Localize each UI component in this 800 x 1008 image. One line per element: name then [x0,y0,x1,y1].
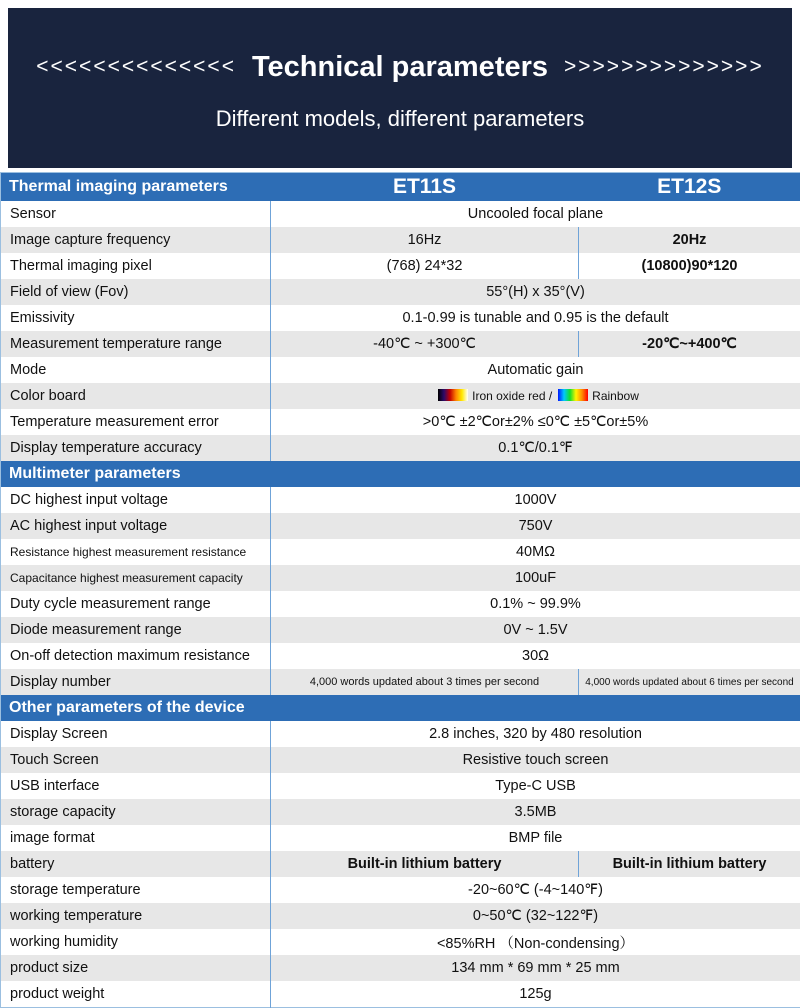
table-row [1,435,800,461]
table-row [1,903,800,929]
row-value: 55°(H) x 35°(V) [271,279,800,305]
right-chevrons-icon: >>>>>>>>>>>>>> [564,55,764,79]
row-label: Duty cycle measurement range [1,591,271,617]
row-label: storage capacity [1,799,271,825]
row-value: 750V [271,513,800,539]
table-row [1,981,800,1007]
iron-oxide-gradient-swatch-icon [438,389,468,401]
table-row [1,357,800,383]
row-value-et12s: 4,000 words updated about 6 times per second [579,669,800,695]
banner-title-row [36,51,763,84]
row-value-et11s: 4,000 words updated about 3 times per second [271,669,579,695]
row-label: Capacitance highest measurement capacity [1,565,271,591]
row-value: 2.8 inches, 320 by 480 resolution [271,721,800,747]
table-row [1,565,800,591]
row-value: 30Ω [271,643,800,669]
row-value: Resistive touch screen [271,747,800,773]
row-value: 0.1% ~ 99.9% [271,591,800,617]
col-header-et12s: ET12S [579,173,800,202]
table-row [1,929,800,955]
row-value: 0.1-0.99 is tunable and 0.95 is the default [271,305,800,331]
row-label: Touch Screen [1,747,271,773]
table-row [1,825,800,851]
row-label: product size [1,955,271,981]
table-row [1,591,800,617]
row-label: DC highest input voltage [1,487,271,513]
row-label: Display Screen [1,721,271,747]
left-chevrons-icon: <<<<<<<<<<<<<< [36,55,236,79]
table-row [1,643,800,669]
table-row [1,253,800,279]
table-row [1,877,800,903]
row-label: working humidity [1,929,271,955]
row-value: Type-C USB [271,773,800,799]
table-row [1,305,800,331]
row-value-et11s: 16Hz [271,227,579,253]
section-title: Multimeter parameters [1,461,800,487]
row-label: Sensor [1,201,271,227]
row-label: AC highest input voltage [1,513,271,539]
row-label: working temperature [1,903,271,929]
section-title: Thermal imaging parameters [1,173,271,202]
row-label: Field of view (Fov) [1,279,271,305]
row-label: USB interface [1,773,271,799]
row-value: Automatic gain [271,357,800,383]
row-label: Temperature measurement error [1,409,271,435]
table-row [1,773,800,799]
section-header-row [1,173,800,202]
row-value: 40MΩ [271,539,800,565]
colorboard-label-iron: Iron oxide red / [472,389,552,403]
table-row [1,669,800,695]
row-label: Mode [1,357,271,383]
row-value-et11s: Built-in lithium battery [271,851,579,877]
spec-table [0,172,800,1008]
table-row [1,383,800,409]
table-row [1,539,800,565]
row-value-et11s: -40℃ ~ +300℃ [271,331,579,357]
row-label: On-off detection maximum resistance [1,643,271,669]
top-banner [8,8,792,168]
row-label: Color board [1,383,271,409]
rainbow-gradient-swatch-icon [558,389,588,401]
row-value: >0℃ ±2℃or±2% ≤0℃ ±5℃or±5% [271,409,800,435]
page-title: Technical parameters [252,51,548,84]
table-row [1,513,800,539]
row-value: 134 mm * 69 mm * 25 mm [271,955,800,981]
page-subtitle: Different models, different parameters [216,106,584,132]
row-value: -20~60℃ (-4~140℉) [271,877,800,903]
row-label: Resistance highest measurement resistance [1,539,271,565]
table-row [1,799,800,825]
table-row [1,409,800,435]
section-header-row [1,695,800,721]
row-value: 3.5MB [271,799,800,825]
row-label: Display number [1,669,271,695]
row-value: 125g [271,981,800,1007]
table-row [1,201,800,227]
row-label: battery [1,851,271,877]
row-value: 0.1℃/0.1℉ [271,435,800,461]
row-value-et12s: Built-in lithium battery [579,851,800,877]
section-thermal-imaging [1,173,800,462]
row-value: 0V ~ 1.5V [271,617,800,643]
row-label: Measurement temperature range [1,331,271,357]
table-row [1,279,800,305]
row-value: 1000V [271,487,800,513]
row-label: Image capture frequency [1,227,271,253]
row-label: storage temperature [1,877,271,903]
row-value: <85%RH （Non-condensing） [271,929,800,955]
row-value-et11s: (768) 24*32 [271,253,579,279]
row-label: Emissivity [1,305,271,331]
row-label: product weight [1,981,271,1007]
row-label: Thermal imaging pixel [1,253,271,279]
table-row [1,721,800,747]
section-title: Other parameters of the device [1,695,800,721]
table-row [1,487,800,513]
table-row [1,617,800,643]
row-value-colorboard [271,383,800,409]
table-row [1,955,800,981]
row-value-et12s: 20Hz [579,227,800,253]
section-other [1,695,800,1007]
row-value: BMP file [271,825,800,851]
row-label: Display temperature accuracy [1,435,271,461]
row-value-et12s: (10800)90*120 [579,253,800,279]
col-header-et11s: ET11S [271,173,579,202]
row-label: Diode measurement range [1,617,271,643]
table-row [1,851,800,877]
section-multimeter [1,461,800,695]
table-row [1,747,800,773]
row-value: Uncooled focal plane [271,201,800,227]
table-row [1,227,800,253]
row-value: 100uF [271,565,800,591]
colorboard-label-rainbow: Rainbow [592,389,639,403]
table-row [1,331,800,357]
row-value-et12s: -20℃~+400℃ [579,331,800,357]
row-label: image format [1,825,271,851]
row-value: 0~50℃ (32~122℉) [271,903,800,929]
section-header-row [1,461,800,487]
